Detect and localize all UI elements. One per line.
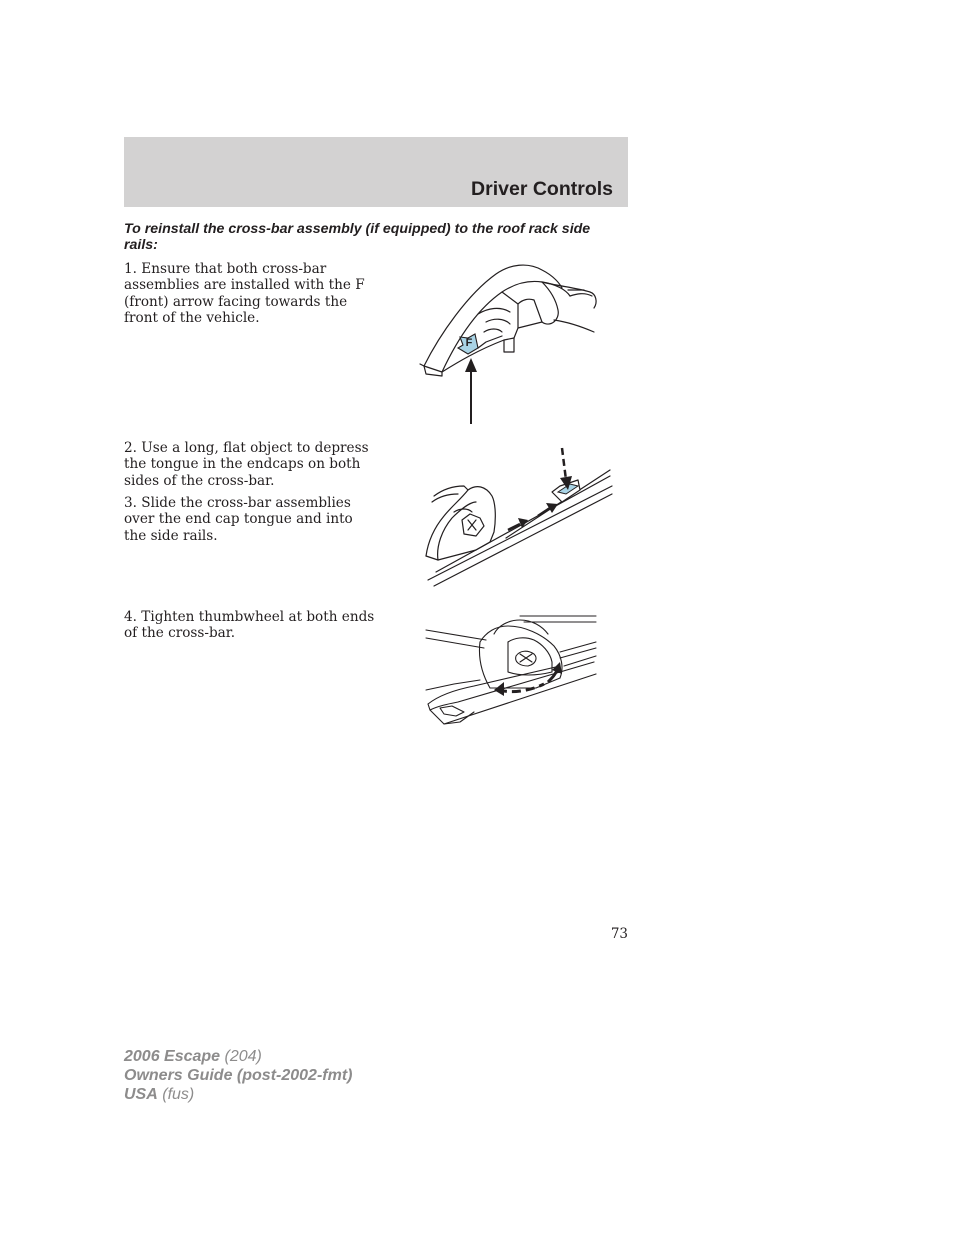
footer-model: 2006 Escape — [124, 1048, 221, 1065]
header-band — [124, 137, 628, 207]
step-1-text: 1. Ensure that both cross-bar assemblies are installed with the F (front) arrow facing towards the front of the vehicle. — [124, 261, 365, 327]
front-arrow-letter: F — [465, 337, 473, 349]
footer-guide: Owners Guide (post-2002-fmt) — [124, 1067, 353, 1084]
page-number: 73 — [610, 926, 628, 942]
figure-depress-tongue — [424, 446, 614, 588]
footer-market-code: (fus) — [162, 1086, 195, 1103]
section-title: Driver Controls — [471, 178, 613, 200]
footer-line-3 — [124, 1085, 352, 1104]
step-3-text: 3. Slide the cross-bar assemblies over the end cap tongue and into the side rails. — [124, 495, 353, 544]
figure-endcap-front-arrow — [418, 262, 600, 428]
footer-line-2 — [124, 1066, 352, 1085]
footer-market: USA — [124, 1086, 158, 1103]
step-4-text: 4. Tighten thumbwheel at both ends of the cross-bar. — [124, 609, 375, 642]
figure-tighten-thumbwheel — [424, 612, 598, 730]
footer-line-1 — [124, 1047, 352, 1066]
instruction-heading: To reinstall the cross-bar assembly (if equipped) to the roof rack side rails: — [124, 221, 591, 253]
step-2-text: 2. Use a long, flat object to depress the tongue in the endcaps on both sides of the cross-bar. — [124, 440, 369, 489]
footer-model-code: (204) — [224, 1048, 262, 1065]
footer-block — [124, 1047, 352, 1104]
